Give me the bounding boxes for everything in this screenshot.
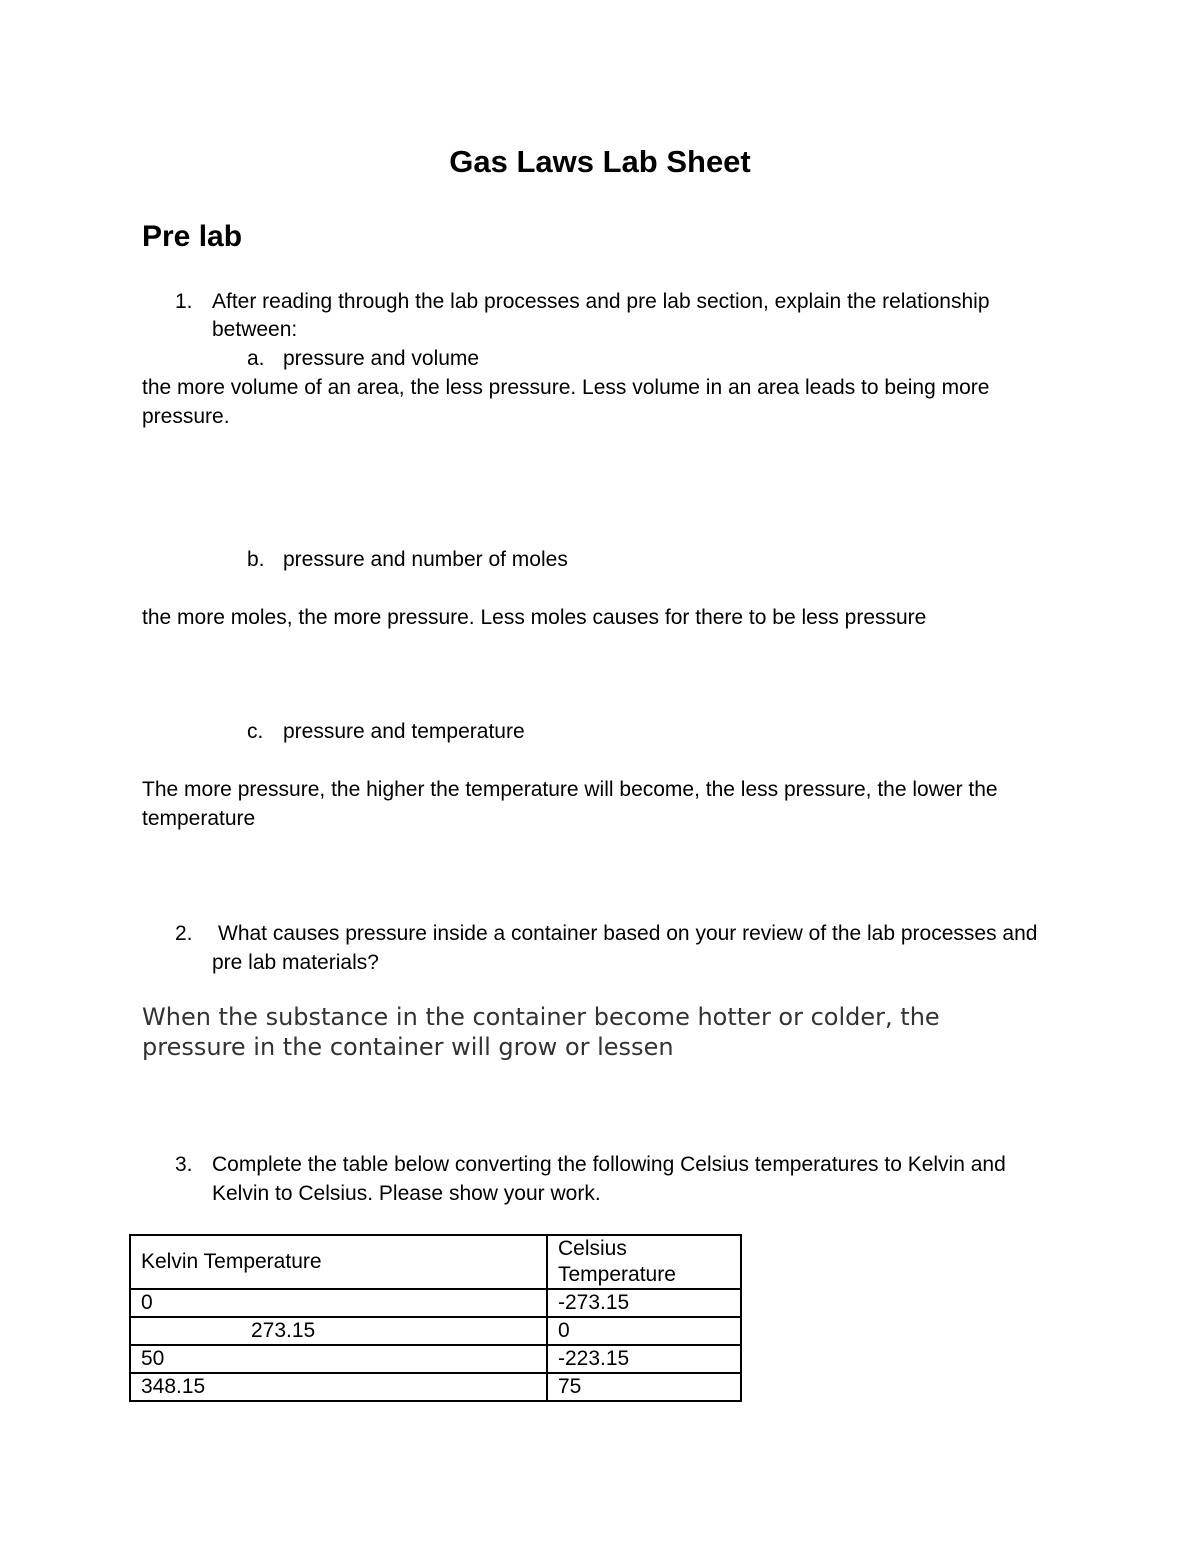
q1b-text: pressure and number of moles [283, 548, 568, 571]
q1-text-line1: After reading through the lab processes and pre lab section, explain the relationship [212, 290, 990, 313]
q1c-label: c. [247, 720, 264, 743]
q3-number: 3. [175, 1153, 193, 1176]
q2-number: 2. [175, 922, 193, 945]
table-row [130, 1345, 741, 1373]
table-row [130, 1373, 741, 1401]
q1a-label: a. [247, 347, 265, 370]
q1-text-line2: between: [212, 318, 298, 341]
celsius-cell: 75 [547, 1373, 741, 1401]
kelvin-cell: 273.15 [130, 1317, 547, 1345]
section-heading: Pre lab [142, 220, 243, 253]
header-kelvin: Kelvin Temperature [130, 1235, 547, 1289]
q1a-answer-line2: pressure. [142, 405, 230, 428]
kelvin-cell: 348.15 [130, 1373, 547, 1401]
q3-text-line2: Kelvin to Celsius. Please show your work. [212, 1182, 601, 1205]
q1c-answer-line2: temperature [142, 807, 256, 830]
celsius-cell: -273.15 [547, 1289, 741, 1317]
table-row [130, 1289, 741, 1317]
kelvin-cell: 50 [130, 1345, 547, 1373]
document-title: Gas Laws Lab Sheet [449, 144, 751, 179]
q1b-answer: the more moles, the more pressure. Less moles causes for there to be less pressure [142, 606, 927, 629]
q1c-text: pressure and temperature [283, 720, 525, 743]
q1b-label: b. [247, 548, 265, 571]
q2-answer-line2: pressure in the container will grow or lessen [142, 1033, 674, 1061]
q3-text-line1: Complete the table below converting the following Celsius temperatures to Kelvin and [212, 1153, 1006, 1176]
q2-answer-line1: When the substance in the container become hotter or colder, the [142, 1003, 940, 1031]
celsius-cell: -223.15 [547, 1345, 741, 1373]
q1c-answer-line1: The more pressure, the higher the temperature will become, the less pressure, the lower the [142, 778, 998, 801]
table-row [130, 1317, 741, 1345]
temperature-table [129, 1234, 742, 1402]
q2-text-line1: What causes pressure inside a container based on your review of the lab processes and [218, 922, 1038, 945]
header-celsius: Celsius Temperature [547, 1235, 741, 1289]
q1-number: 1. [175, 290, 193, 313]
table-header-row [130, 1235, 741, 1289]
q1a-text: pressure and volume [283, 347, 480, 370]
q2-text-line2: pre lab materials? [212, 951, 379, 974]
q1a-answer-line1: the more volume of an area, the less pressure. Less volume in an area leads to being more [142, 376, 990, 399]
celsius-cell: 0 [547, 1317, 741, 1345]
kelvin-cell: 0 [130, 1289, 547, 1317]
